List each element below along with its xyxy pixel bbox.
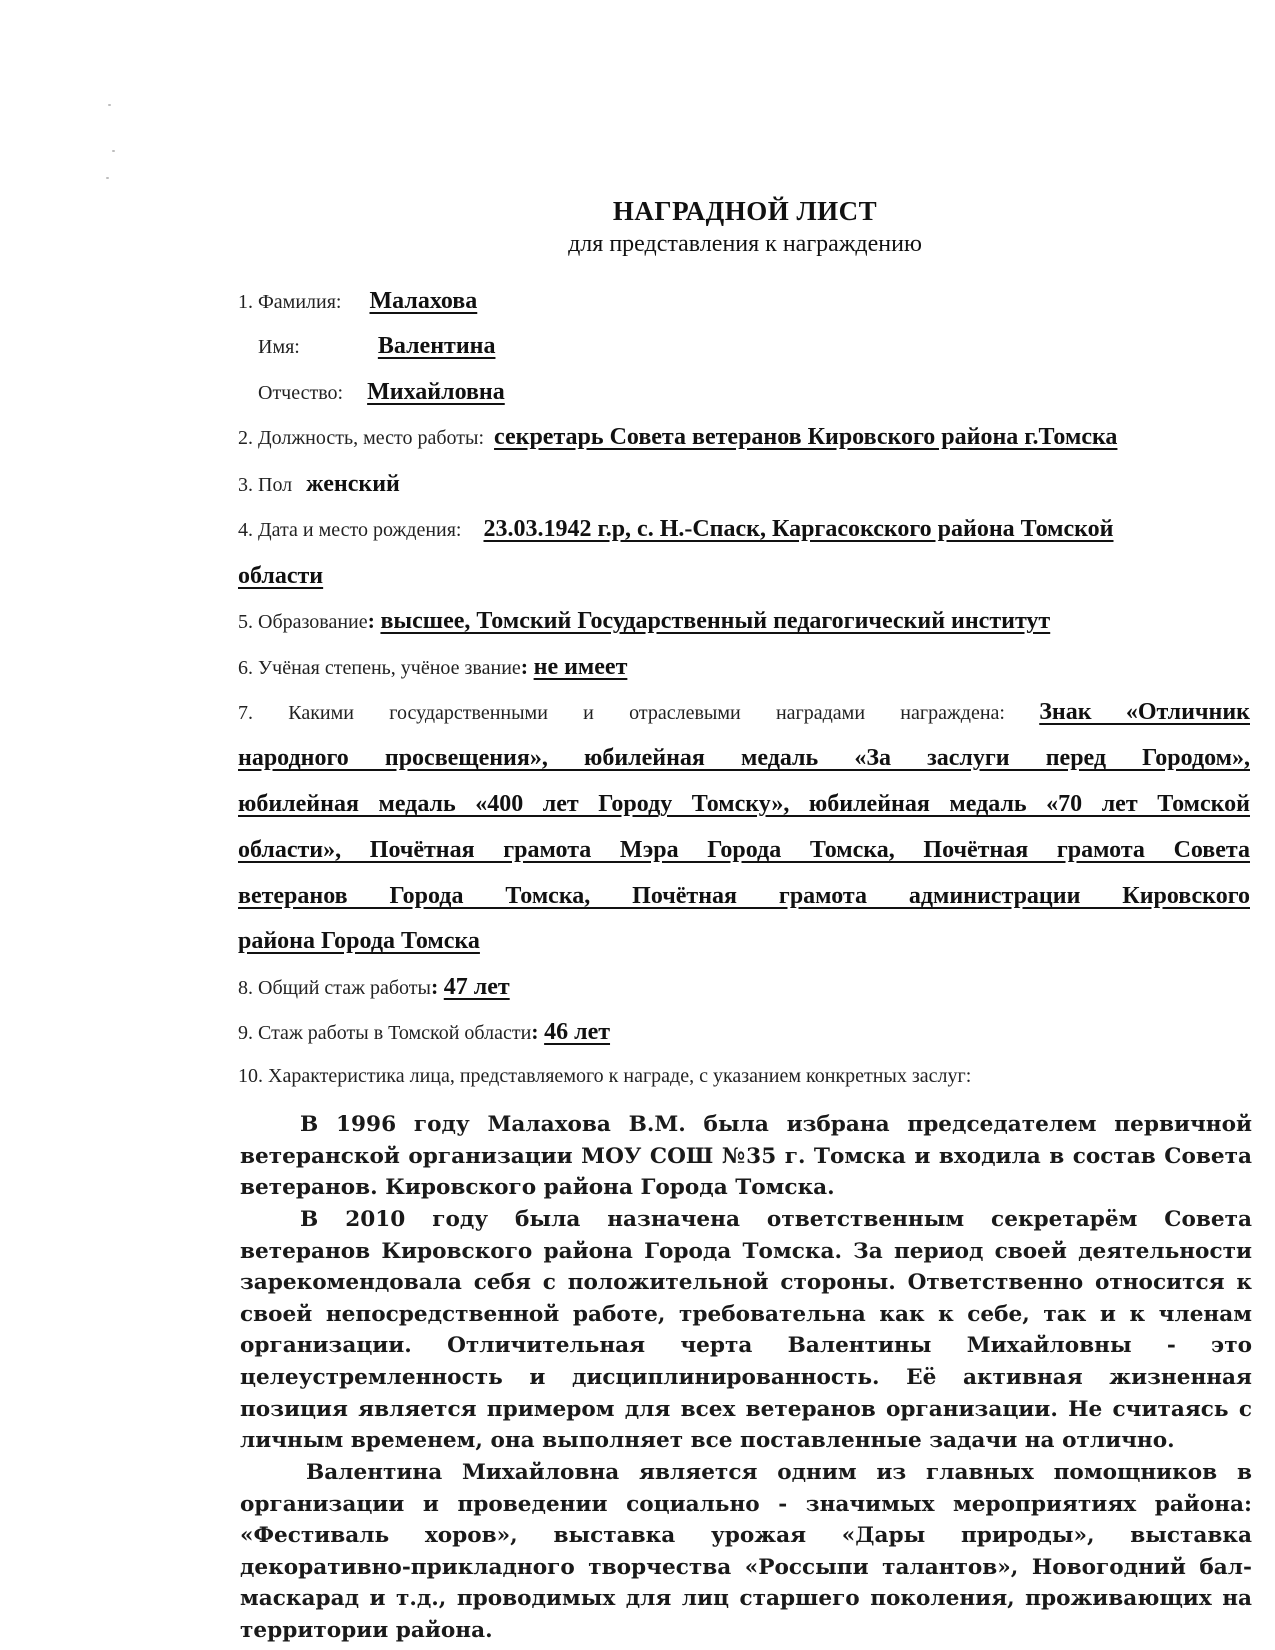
characteristic-row	[238, 1065, 971, 1088]
sex-row	[238, 471, 400, 498]
birth-value-line2: области	[238, 563, 324, 589]
sex-value: женский	[306, 471, 400, 497]
awards-row	[238, 699, 1250, 726]
patronymic-value: Михайловна	[367, 379, 505, 405]
awards-value-line3: юбилейная медаль «400 лет Городу Томску», юбилейная медаль «70 лет Томской	[238, 791, 1250, 817]
sex-label: 3. Пол	[238, 474, 293, 496]
degree-row: 6. Учёная степень, учёное звание: не имеет	[238, 654, 628, 680]
name-label: Имя:	[258, 336, 300, 358]
patronymic-label: Отчество:	[258, 382, 344, 404]
surname-row	[238, 288, 477, 315]
total-experience-value: 47 лет	[443, 974, 510, 1000]
surname-value: Малахова	[369, 288, 478, 314]
awards-value-line5: ветеранов Города Томска, Почётная грамота администрации Кировского	[238, 883, 1250, 909]
awards-value-line2: народного просвещения», юбилейная медаль «За заслуги перед Городом»,	[238, 745, 1250, 771]
education-value: высшее, Томский Государственный педагогический институт	[380, 608, 1051, 634]
awards-value-line6: района Города Томска	[238, 928, 480, 954]
awards-value-line1: Знак «Отличник	[1039, 699, 1250, 725]
characteristic-paragraph-3-text: Валентина Михайловна является одним из главных помощников в организации и проведении социально - значимых мероприятиях района: «Фестиваль хоров», выставка урожая «Дары природы», выставка декоративно-прикладного творчества «Россыпи талантов», Новогодний бал- маскарад и т.д., проводимых для лиц старшего поколения, проживающих на территории района.	[240, 1460, 1252, 1643]
scan-speck	[106, 177, 109, 179]
characteristic-paragraph-1-text: В 1996 году Малахова В.М. была избрана председателем первичной ветеранской организации МОУ СОШ №35 г. Томска и входила в состав Совета ветеранов. Кировского района Города Томска.	[240, 1112, 1252, 1201]
name-value: Валентина	[377, 333, 496, 359]
total-experience-label: 8. Общий стаж работы	[238, 977, 431, 999]
name-row	[258, 333, 495, 360]
position-label: 2. Должность, место работы:	[238, 427, 485, 449]
characteristic-label: 10. Характеристика лица, представляемого к награде, с указанием конкретных заслуг:	[238, 1065, 972, 1087]
characteristic-paragraph-3	[240, 1457, 1252, 1647]
document-subtitle: для представления к награждению	[568, 231, 922, 257]
awards-label: 7. Какими государственными и отраслевыми наградами награждена:	[238, 702, 1005, 724]
birth-row-cont	[238, 563, 323, 590]
document-title: НАГРАДНОЙ ЛИСТ	[612, 196, 878, 226]
birth-row	[238, 516, 1114, 543]
tomsk-experience-value: 46 лет	[544, 1019, 611, 1045]
birth-value-line1: 23.03.1942 г.р, с. Н.-Спаск, Каргасокского района Томской	[483, 516, 1114, 542]
scan-speck	[108, 104, 111, 106]
patronymic-row	[258, 379, 505, 406]
degree-value: не имеет	[533, 654, 628, 680]
surname-label: 1. Фамилия:	[238, 291, 342, 313]
position-row	[238, 424, 1117, 451]
birth-label: 4. Дата и место рождения:	[238, 519, 462, 541]
scan-speck	[112, 150, 115, 152]
tomsk-experience-row: 9. Стаж работы в Томской области: 46 лет	[238, 1019, 611, 1045]
education-label: 5. Образование	[238, 611, 368, 633]
characteristic-paragraph-1	[240, 1109, 1252, 1204]
tomsk-experience-label: 9. Стаж работы в Томской области	[238, 1022, 532, 1044]
total-experience-row: 8. Общий стаж работы: 47 лет	[238, 974, 510, 1000]
position-value: секретарь Совета ветеранов Кировского района г.Томска	[494, 424, 1118, 450]
characteristic-paragraph-2	[240, 1204, 1252, 1457]
awards-value-line4: области», Почётная грамота Мэра Города Томска, Почётная грамота Совета	[238, 837, 1250, 863]
degree-label: 6. Учёная степень, учёное звание	[238, 657, 521, 679]
education-row: 5. Образование: высшее, Томский Государственный педагогический институт	[238, 608, 1051, 634]
characteristic-paragraph-2-text: В 2010 году была назначена ответственным секретарём Совета ветеранов Кировского района Города Томска. За период своей деятельности зарекомендовала себя с положительной стороны. Ответственно относится к своей непосредственной работе, требовательна как к себе, так и к членам организации. Отличительная черта Валентины Михайловны - это целеустремленность и дисциплинированность. Её активная жизненная позиция является примером для всех ветеранов организации. Не считаясь с личным временем, она выполняет все поставленные задачи на отлично.	[240, 1207, 1252, 1454]
